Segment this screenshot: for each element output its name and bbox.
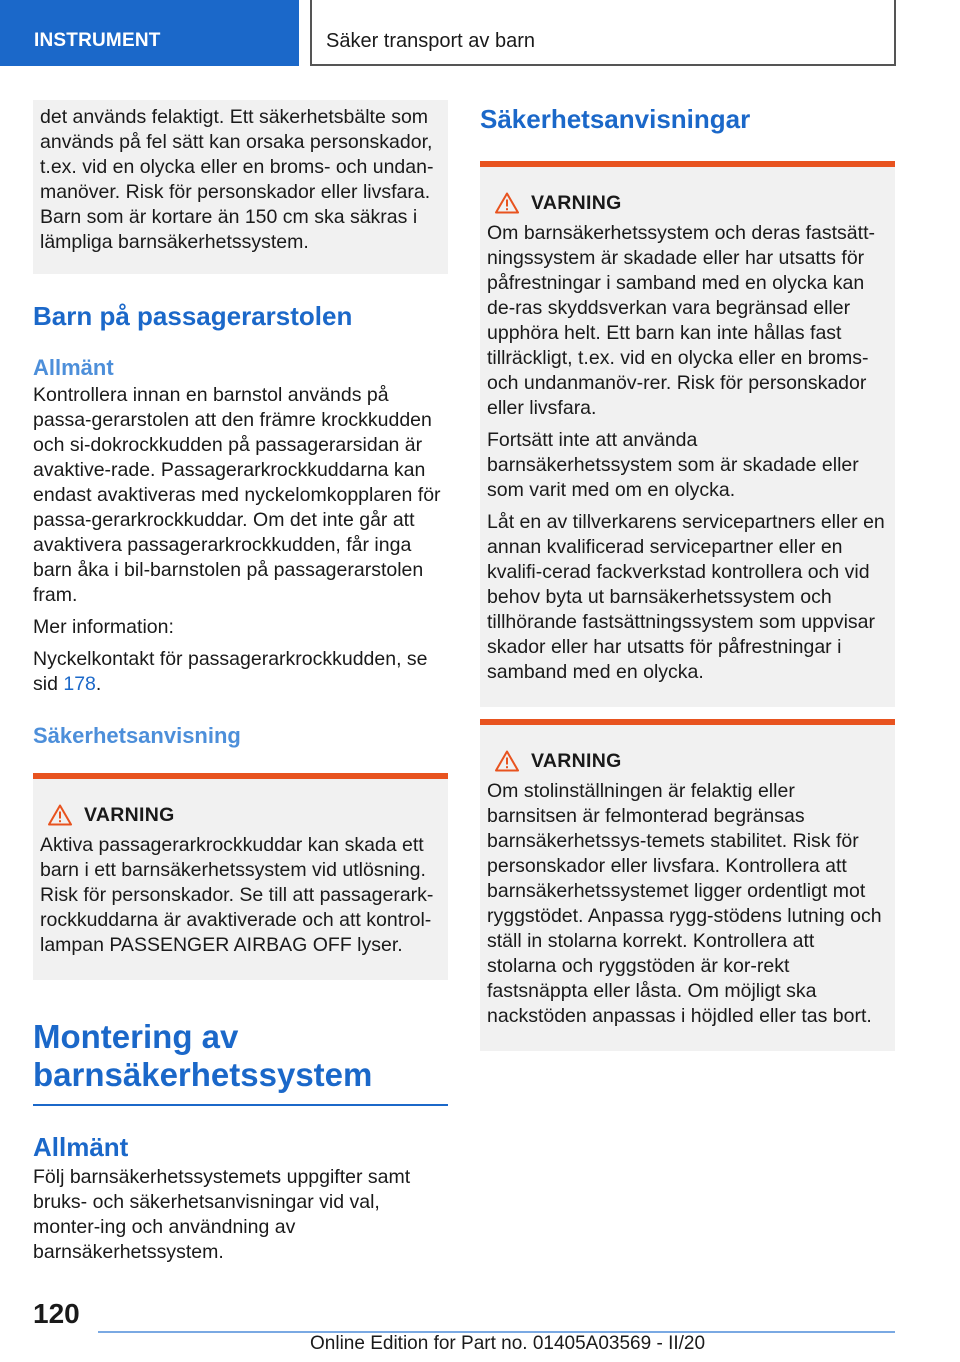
intro-note <box>33 100 448 274</box>
topic-title: Säker transport av barn <box>326 30 535 52</box>
warning-paragraph-3: Låt en av tillverkarens servicepartners eller en annan kvalificerad servicepartner eller en kvalifi-cerad fackverkstad kontrollera och vid behov byta ut barnsäkerhetssystem och tillhörande fastsättningssystem som uppvisar skador eller har utsatts för påfrestningar i samband med en olycka. <box>487 511 885 683</box>
reference-prefix: Nyckelkontakt för passagerarkrockkudden, se sid <box>33 648 428 695</box>
left-column <box>33 100 448 1265</box>
warning-triangle-icon <box>48 804 72 826</box>
warning-box-airbag <box>33 773 448 980</box>
heading-passenger-seat: Barn på passagerarstolen <box>33 301 353 331</box>
section-tab <box>0 0 299 66</box>
heading-safety-instructions: Säkerhetsanvisningar <box>480 104 751 134</box>
heading-divider <box>33 1104 448 1106</box>
warning-paragraph-1: Om barnsäkerhetssystem och deras fastsätt-ningssystem är skadade eller har utsatts för påfrestningar i samband med en olycka kan de-ras skyddsverkan vara begränsad eller upphöra helt. Ett barn kan inte hållas fast tillräckligt, t.ex. vid en olycka eller en broms- och undanmanöv-rer. Risk för personskador eller livsfara. <box>487 222 875 419</box>
general-1-text: Kontrollera innan en barnstol används på passa-gerarstolen att den främre krockkudden och si-dokrockkudden på passagerarsidan är avaktive-rade. Passagerarkrockkuddarna kan endast avaktiveras med nyckelomkopplaren för passa-gerarkrockkuddar. Om det inte går att avaktivera passagerarkrockkudden, får inga barn åka i bil-barnstolen på passagerarstolen fram. <box>33 384 441 606</box>
warning-title <box>495 191 885 215</box>
warning-title <box>48 803 438 827</box>
warning-triangle-icon <box>495 750 519 772</box>
warning-text: Om stolinställningen är felaktig eller barnsitsen är felmonterad begränsas barnsäkerhetssys-temets stabilitet. Risk för personskador eller livsfara. Kontrollera att barnsäkerhetssystemet ligger ordentligt mot ryggstödet. Anpassa rygg-stödens lutning och ställ in stolarna korrekt. Kontrollera att stolarna och ryggstöden är kor-rekt fastsnäppta eller låsta. Om möjligt ska nackstöden anpassas i höjdled eller tas bort. <box>487 780 882 1027</box>
warning-label: VARNING <box>531 191 622 214</box>
heading-mounting: Montering av barnsäkerhetssystem <box>33 1018 373 1093</box>
heading-safety-instruction: Säkerhetsanvisning <box>33 723 241 748</box>
section-title: INSTRUMENT <box>34 30 161 51</box>
topic-header <box>310 0 896 66</box>
reference-suffix: . <box>95 673 102 695</box>
warning-label: VARNING <box>531 749 622 772</box>
reference-text <box>33 647 448 697</box>
heading-general-1: Allmänt <box>33 355 114 380</box>
right-column <box>480 100 895 1051</box>
warning-triangle-icon <box>495 192 519 214</box>
page-number: 120 <box>33 1298 80 1329</box>
warning-box-damaged-systems <box>480 161 895 707</box>
general-2-text: Följ barnsäkerhetssystemets uppgifter samt bruks- och säkerhetsanvisningar vid val, monter-ing och användning av barnsäkerhetssystem. <box>33 1166 411 1263</box>
footer-edition: Online Edition for Part no. 01405A03569 - II/20 <box>310 1333 706 1354</box>
intro-note-text: det används felaktigt. Ett säkerhetsbälte som används på fel sätt kan orsaka personskador, t.ex. vid en olycka eller en broms- och undan-manöver. Risk för personskador eller livsfara. Barn som är kortare än 150 cm ska säkras i lämpliga barnsäkerhetssystem. <box>40 106 434 253</box>
more-info-label: Mer information: <box>33 616 174 638</box>
heading-general-2: Allmänt <box>33 1132 129 1162</box>
page-reference-link[interactable]: 178 <box>63 673 96 695</box>
warning-box-seat-adjustment <box>480 719 895 1051</box>
warning-label: VARNING <box>84 803 175 826</box>
warning-title <box>495 749 885 773</box>
warning-paragraph-2: Fortsätt inte att använda barnsäkerhetssystem som är skadade eller som varit med om en olycka. <box>487 429 859 501</box>
warning-text: Aktiva passagerarkrockkuddar kan skada ett barn i ett barnsäkerhetssystem vid utlösning. Risk för personskador. Se till att passagerark-rockkuddarna är avaktiverade och att kontrol-lampan PASSENGER AIRBAG OFF lyser. <box>40 834 434 956</box>
